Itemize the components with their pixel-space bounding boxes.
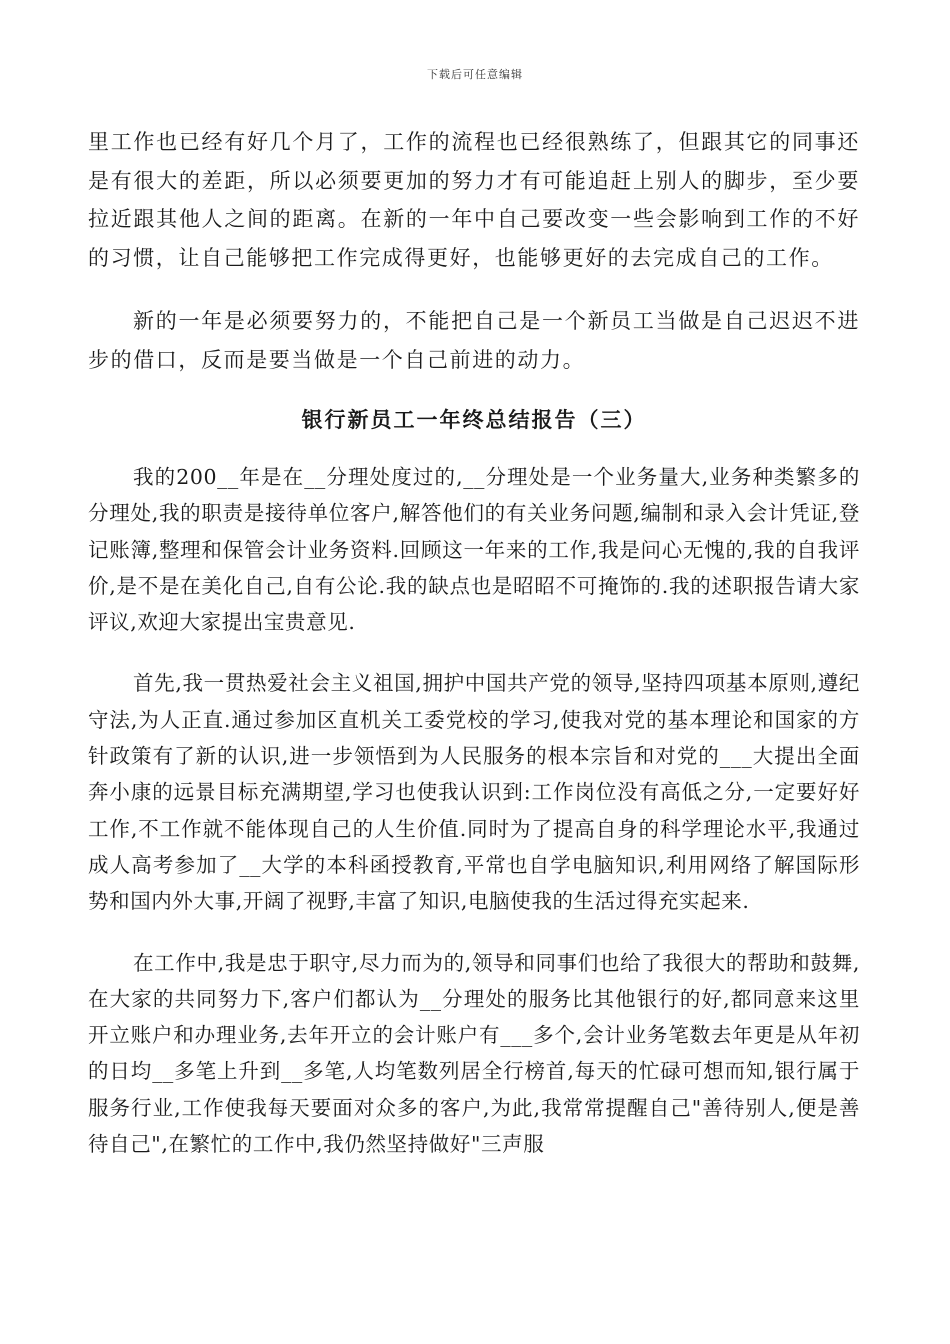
paragraph-intro: 我的200__年是在__分理处度过的,__分理处是一个业务量大,业务种类繁多的分理处,我的职责是接待单位客户,解答他们的有关业务问题,编制和录入会计凭证,登记账簿,整理和保管会计业务资料.回顾这一年来的工作,我是问心无愧的,我的自我评价,是不是在美化自己,自有公论.我的缺点也是昭昭不可掩饰的.我的述职报告请大家评议,欢迎大家提出宝贵意见. bbox=[88, 465, 860, 635]
header-note: 下载后可任意编辑 bbox=[427, 68, 523, 81]
paragraph-new-year: 新的一年是必须要努力的，不能把自己是一个新员工当做是自己迟迟不进步的借口，反而是要当做是一个自己前进的动力。 bbox=[88, 309, 860, 372]
section-title: 银行新员工一年终总结报告（三） bbox=[301, 407, 647, 432]
document-body bbox=[88, 123, 860, 1162]
paragraph-first: 首先,我一贯热爱社会主义祖国,拥护中国共产党的领导,坚持四项基本原则,遵纪守法,为人正直.通过参加区直机关工委党校的学习,使我对党的基本理论和国家的方针政策有了新的认识,进一步领悟到为人民服务的根本宗旨和对党的___大提出全面奔小康的远景目标充满期望,学习也使我认识到:工作岗位没有高低之分,一定要好好工作,不工作就不能体现自己的人生价值.同时为了提高自身的科学理论水平,我通过成人高考参加了__大学的本科函授教育,平常也自学电脑知识,利用网络了解国际形势和国内外大事,开阔了视野,丰富了知识,电脑使我的生活过得充实起来. bbox=[88, 671, 860, 914]
paragraph-work: 在工作中,我是忠于职守,尽力而为的,领导和同事们也给了我很大的帮助和鼓舞,在大家的共同努力下,客户们都认为__分理处的服务比其他银行的好,都同意来这里开立账户和办理业务,去年开立的会计账户有___多个,会计业务笔数去年更是从年初的日均__多笔上升到__多笔,人均笔数列居全行榜首,每天的忙碌可想而知,银行属于服务行业,工作使我每天要面对众多的客户,为此,我常常提醒自己"善待别人,便是善待自己",在繁忙的工作中,我仍然坚持做好"三声服 bbox=[88, 950, 860, 1157]
paragraph-continuation: 里工作也已经有好几个月了，工作的流程也已经很熟练了，但跟其它的同事还是有很大的差距，所以必须要更加的努力才有可能追赶上别人的脚步，至少要拉近跟其他人之间的距离。在新的一年中自己要改变一些会影响到工作的不好的习惯，让自己能够把工作完成得更好，也能够更好的去完成自己的工作。 bbox=[88, 130, 860, 270]
